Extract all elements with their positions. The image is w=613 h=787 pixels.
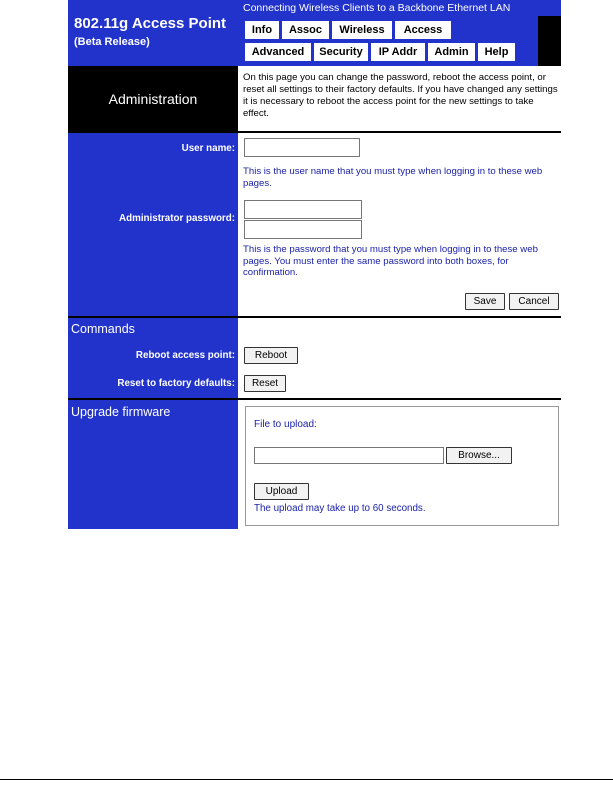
header-bar — [68, 0, 561, 66]
reboot-label: Reboot access point: — [135, 350, 235, 361]
header-tab-backdrop — [538, 16, 561, 66]
tab-wireless[interactable]: Wireless — [332, 21, 392, 39]
page-title: Administration — [68, 66, 238, 132]
tab-security[interactable]: Security — [314, 43, 368, 61]
header-tagline: Connecting Wireless Clients to a Backbone Ethernet LAN — [243, 2, 511, 14]
divider — [68, 316, 561, 318]
file-path-input[interactable] — [254, 447, 444, 464]
upload-note: The upload may take up to 60 seconds. — [254, 503, 426, 514]
username-label: User name: — [181, 143, 235, 154]
save-button[interactable]: Save — [465, 293, 505, 310]
upload-box — [245, 406, 559, 526]
password-input[interactable] — [244, 200, 362, 219]
tab-admin[interactable]: Admin — [428, 43, 475, 61]
cancel-button[interactable]: Cancel — [509, 293, 559, 310]
tab-ip-addr[interactable]: IP Addr — [371, 43, 425, 61]
reset-label: Reset to factory defaults: — [117, 378, 235, 389]
upgrade-heading: Upgrade firmware — [71, 405, 171, 419]
tab-advanced[interactable]: Advanced — [245, 43, 311, 61]
tab-help[interactable]: Help — [478, 43, 515, 61]
password-confirm-input[interactable] — [244, 220, 362, 239]
reboot-button[interactable]: Reboot — [244, 347, 298, 364]
product-subtitle: (Beta Release) — [74, 36, 150, 48]
reset-button[interactable]: Reset — [244, 375, 286, 392]
upload-button[interactable]: Upload — [254, 483, 309, 500]
tab-assoc[interactable]: Assoc — [282, 21, 329, 39]
tab-info[interactable]: Info — [245, 21, 279, 39]
page-intro: On this page you can change the password, reboot the access point, or reset all settings to their factory defaults. If you have changed any settings it is necessary to reboot the access point for the new settings to take effect. — [243, 72, 558, 119]
file-upload-label: File to upload: — [254, 419, 317, 430]
commands-heading: Commands — [71, 322, 135, 336]
password-help: This is the password that you must type when logging in to these web pages. You must enter the same password into both boxes, for confirmation. — [243, 244, 538, 278]
page-footer-rule — [0, 779, 613, 780]
left-panel — [68, 66, 238, 529]
divider — [68, 398, 561, 400]
access-point-admin-page — [68, 0, 561, 529]
product-title: 802.11g Access Point — [74, 15, 227, 32]
browse-button[interactable]: Browse... — [446, 447, 512, 464]
username-input[interactable] — [244, 138, 360, 157]
username-help: This is the user name that you must type when logging in to these web pages. — [243, 166, 543, 189]
password-label: Administrator password: — [119, 213, 235, 224]
tab-access[interactable]: Access — [395, 21, 451, 39]
